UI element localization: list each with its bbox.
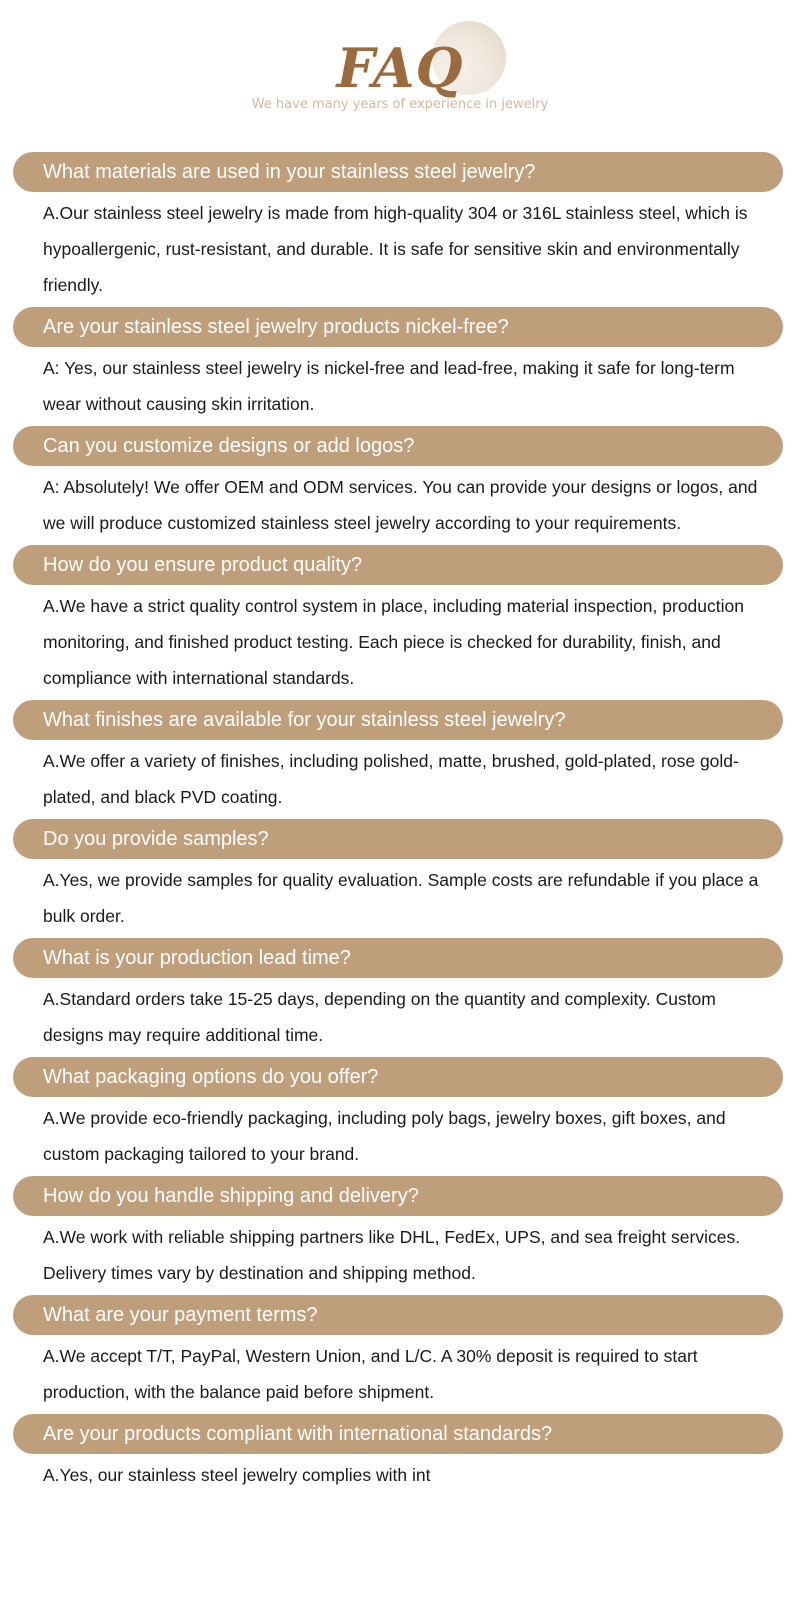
faq-list [13, 152, 783, 1497]
faq-answer: A: Absolutely! We offer OEM and ODM services. You can provide your designs or logos, and we will produce customized stainless steel jewelry according to your requirements. [43, 477, 758, 533]
faq-question[interactable]: How do you handle shipping and delivery? [13, 1176, 783, 1216]
faq-item [13, 1414, 783, 1497]
faq-item [13, 1057, 783, 1176]
faq-item [13, 426, 783, 545]
page-title: FAQ [336, 36, 464, 100]
faq-item [13, 1176, 783, 1295]
faq-question[interactable]: What finishes are available for your stainless steel jewelry? [13, 700, 783, 740]
faq-question[interactable]: Can you customize designs or add logos? [13, 426, 783, 466]
faq-answer: A.We offer a variety of finishes, including polished, matte, brushed, gold-plated, rose gold-plated, and black PVD coating. [43, 751, 739, 807]
faq-question[interactable]: What packaging options do you offer? [13, 1057, 783, 1097]
faq-question[interactable]: Do you provide samples? [13, 819, 783, 859]
faq-answer: A.Standard orders take 15-25 days, depending on the quantity and complexity. Custom designs may require additional time. [43, 989, 716, 1045]
faq-item [13, 938, 783, 1057]
faq-question[interactable]: What is your production lead time? [13, 938, 783, 978]
faq-question[interactable]: Are your stainless steel jewelry products nickel-free? [13, 307, 783, 347]
faq-answer: A.Yes, our stainless steel jewelry complies with int [43, 1465, 431, 1485]
faq-question[interactable]: How do you ensure product quality? [13, 545, 783, 585]
page-subtitle: We have many years of experience in jewelry [251, 97, 549, 112]
faq-item [13, 1295, 783, 1414]
faq-answer: A.Our stainless steel jewelry is made from high-quality 304 or 316L stainless steel, which is hypoallergenic, rust-resistant, and durable. It is safe for sensitive skin and environmentally friendly. [43, 203, 748, 295]
faq-item [13, 152, 783, 307]
faq-header [0, 0, 800, 140]
faq-item [13, 700, 783, 819]
faq-item [13, 819, 783, 938]
faq-question[interactable]: What materials are used in your stainless steel jewelry? [13, 152, 783, 192]
faq-answer: A: Yes, our stainless steel jewelry is nickel-free and lead-free, making it safe for long-term wear without causing skin irritation. [43, 358, 735, 414]
faq-answer: A.Yes, we provide samples for quality evaluation. Sample costs are refundable if you place a bulk order. [43, 870, 759, 926]
faq-answer: A.We accept T/T, PayPal, Western Union, and L/C. A 30% deposit is required to start production, with the balance paid before shipment. [43, 1346, 698, 1402]
faq-answer: A.We provide eco-friendly packaging, including poly bags, jewelry boxes, gift boxes, and custom packaging tailored to your brand. [43, 1108, 726, 1164]
faq-question[interactable]: What are your payment terms? [13, 1295, 783, 1335]
faq-answer: A.We have a strict quality control system in place, including material inspection, production monitoring, and finished product testing. Each piece is checked for durability, finish, and compliance with international standards. [43, 596, 744, 688]
faq-answer: A.We work with reliable shipping partners like DHL, FedEx, UPS, and sea freight services. Delivery times vary by destination and shipping method. [43, 1227, 741, 1283]
faq-item [13, 307, 783, 426]
faq-question[interactable]: Are your products compliant with international standards? [13, 1414, 783, 1454]
faq-item [13, 545, 783, 700]
